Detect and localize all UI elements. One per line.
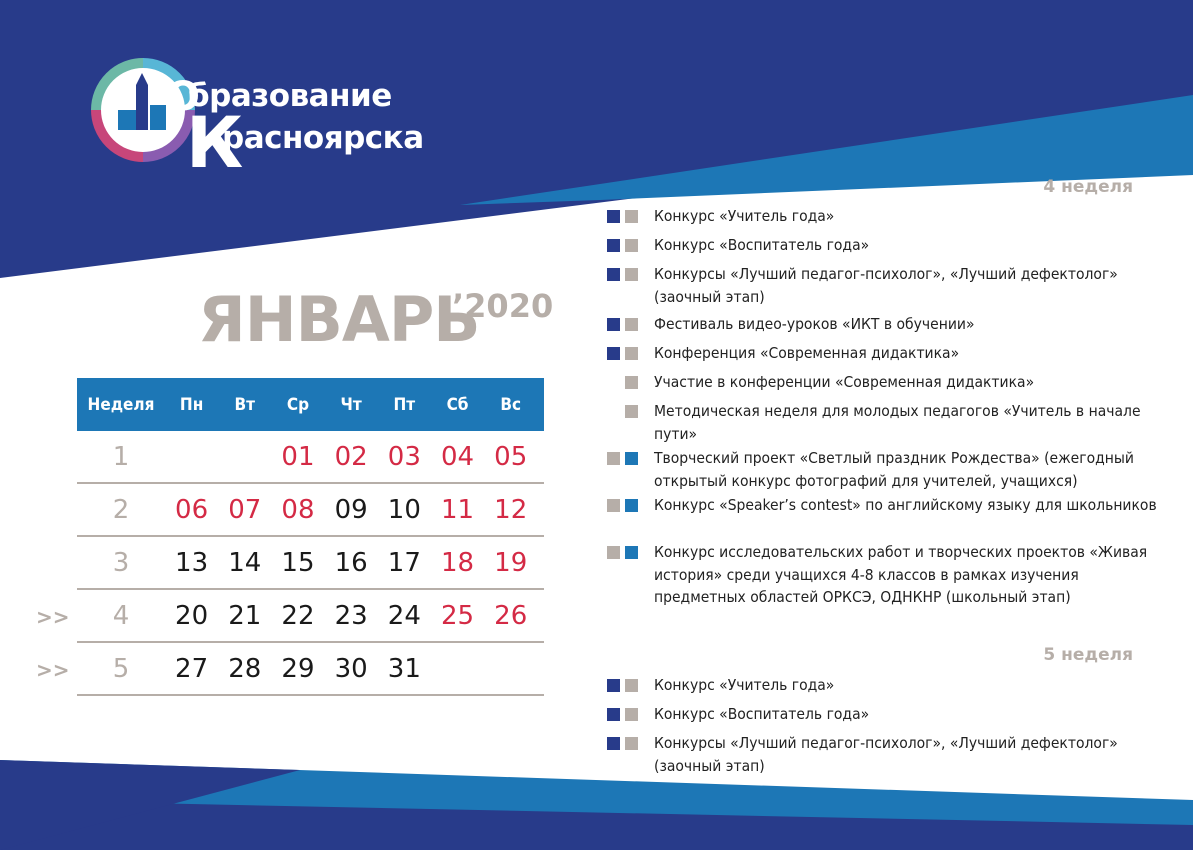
event-markers	[607, 541, 654, 560]
calendar-day: 03	[387, 441, 421, 472]
event-text: Фестиваль видео-уроков «ИКТ в обучении»	[654, 315, 975, 333]
event-item	[607, 541, 1167, 609]
event-markers	[607, 400, 654, 419]
marker-square	[607, 679, 620, 692]
event-text: Участие в конференции «Современная дидактика»	[654, 373, 1035, 391]
calendar-day: 23	[334, 600, 368, 631]
event-text: Конкурс «Учитель года»	[654, 676, 835, 694]
marker-square	[607, 708, 620, 721]
marker-square	[607, 210, 620, 223]
calendar-table	[77, 378, 544, 696]
event-text: Конкурс «Speaker’s contest» по английскому языку для школьников	[654, 496, 1157, 514]
calendar-day: 31	[387, 653, 421, 684]
calendar-day: 15	[281, 547, 315, 578]
event-item	[607, 205, 1167, 228]
event-item	[607, 732, 1167, 777]
year-label: ’2020	[452, 287, 554, 325]
marker-square	[607, 452, 620, 465]
week-number: 5	[112, 653, 130, 684]
calendar-day: 02	[334, 441, 368, 472]
calendar-day: 26	[494, 600, 528, 631]
calendar-header	[77, 378, 544, 431]
event-item	[607, 263, 1167, 308]
marker-square	[625, 452, 638, 465]
header-sat: Сб	[446, 394, 469, 415]
event-markers	[607, 732, 654, 751]
month-title: ЯНВАРЬ	[198, 283, 480, 356]
header-thu: Чт	[340, 394, 362, 415]
header-wed: Ср	[286, 394, 310, 415]
marker-square	[625, 347, 638, 360]
week-number: 3	[112, 547, 130, 578]
calendar-day: 08	[281, 494, 315, 525]
marker-square	[607, 737, 620, 750]
event-text: Методическая неделя для молодых педагогов «Учитель в начале пути»	[654, 402, 1141, 443]
calendar-day: 16	[334, 547, 368, 578]
header-sun: Вс	[500, 394, 522, 415]
marker-square	[607, 405, 620, 418]
header-fri: Пт	[393, 394, 416, 415]
marker-square	[625, 737, 638, 750]
calendar-row	[77, 484, 544, 537]
logo-line-2: расноярска	[222, 120, 424, 156]
calendar-day: 20	[175, 600, 209, 631]
event-text: Конкурс «Воспитатель года»	[654, 705, 870, 723]
calendar-day: 25	[440, 600, 475, 631]
calendar-day: 29	[281, 653, 315, 684]
marker-square	[607, 318, 620, 331]
calendar-day: 11	[440, 494, 475, 525]
calendar-day: 24	[387, 600, 421, 631]
event-text: Творческий проект «Светлый праздник Рождества» (ежегодный открытый конкурс фотографий для учителей, учащихся)	[654, 449, 1134, 490]
calendar-day: 07	[228, 494, 262, 525]
event-markers	[607, 234, 654, 253]
event-markers	[607, 371, 654, 390]
event-markers	[607, 313, 654, 332]
logo-letter-k: К	[186, 102, 244, 184]
logo-letter-o: О	[166, 74, 201, 120]
marker-square	[625, 708, 638, 721]
header-tue: Вт	[234, 394, 256, 415]
event-item	[607, 234, 1167, 257]
event-text: Конкурс «Учитель года»	[654, 207, 835, 225]
marker-square	[625, 499, 638, 512]
marker-square	[607, 376, 620, 389]
event-markers	[607, 494, 654, 513]
week-number: 4	[112, 600, 130, 631]
header-week: Неделя	[87, 394, 155, 415]
calendar-row	[77, 643, 544, 696]
calendar-rows	[77, 431, 544, 696]
calendar-row	[77, 537, 544, 590]
marker-square	[625, 318, 638, 331]
marker-square	[625, 546, 638, 559]
marker-square	[625, 210, 638, 223]
calendar-day: 05	[494, 441, 528, 472]
calendar-day: 30	[334, 653, 368, 684]
event-item	[607, 674, 1167, 697]
calendar-day: 13	[175, 547, 209, 578]
logo-line-1: бразование	[188, 78, 392, 114]
event-text: Конкурсы «Лучший педагог-психолог», «Лучший дефектолог» (заочный этап)	[654, 265, 1118, 306]
marker-square	[625, 376, 638, 389]
calendar-day: 28	[228, 653, 262, 684]
event-item	[607, 371, 1167, 394]
calendar-day: 27	[175, 653, 209, 684]
event-markers	[607, 674, 654, 693]
week-number: 2	[112, 494, 130, 525]
marker-square	[607, 239, 620, 252]
event-item	[607, 703, 1167, 726]
marker-square	[625, 679, 638, 692]
calendar-day: 19	[494, 547, 528, 578]
event-item	[607, 400, 1167, 445]
calendar-day: 18	[440, 547, 475, 578]
event-markers	[607, 342, 654, 361]
header-mon: Пн	[179, 394, 204, 415]
marker-square	[625, 239, 638, 252]
current-week-arrow: >>	[36, 605, 70, 629]
calendar-day: 14	[228, 547, 262, 578]
calendar-day: 01	[281, 441, 315, 472]
event-item	[607, 313, 1167, 336]
week-number: 1	[112, 441, 130, 472]
current-week-arrow: >>	[36, 658, 70, 682]
event-markers	[607, 205, 654, 224]
week5-title: 5 неделя	[1043, 645, 1133, 665]
marker-square	[625, 268, 638, 281]
calendar-day: 12	[494, 494, 528, 525]
event-item	[607, 494, 1167, 517]
calendar-day: 21	[228, 600, 262, 631]
event-markers	[607, 703, 654, 722]
event-text: Конференция «Современная дидактика»	[654, 344, 960, 362]
calendar-day: 22	[281, 600, 315, 631]
calendar-day: 06	[175, 494, 209, 525]
calendar-day: 09	[334, 494, 368, 525]
calendar-row	[77, 590, 544, 643]
event-text: Конкурс «Воспитатель года»	[654, 236, 870, 254]
marker-square	[607, 499, 620, 512]
event-text: Конкурсы «Лучший педагог-психолог», «Лучший дефектолог» (заочный этап)	[654, 734, 1118, 775]
event-item	[607, 342, 1167, 365]
event-text: Конкурс исследовательских работ и творческих проектов «Живая история» среди учащихся 4-8 классов в рамках изучения предметных областей ОРКСЭ, ОДНКНР (школьный этап)	[654, 543, 1148, 606]
marker-square	[607, 546, 620, 559]
calendar-day: 17	[387, 547, 421, 578]
event-markers	[607, 263, 654, 282]
calendar-day: 04	[440, 441, 475, 472]
calendar-day: 10	[387, 494, 421, 525]
calendar-row	[77, 431, 544, 484]
week4-title: 4 неделя	[1043, 177, 1133, 197]
event-item	[607, 447, 1167, 492]
marker-square	[625, 405, 638, 418]
event-markers	[607, 447, 654, 466]
marker-square	[607, 268, 620, 281]
marker-square	[607, 347, 620, 360]
